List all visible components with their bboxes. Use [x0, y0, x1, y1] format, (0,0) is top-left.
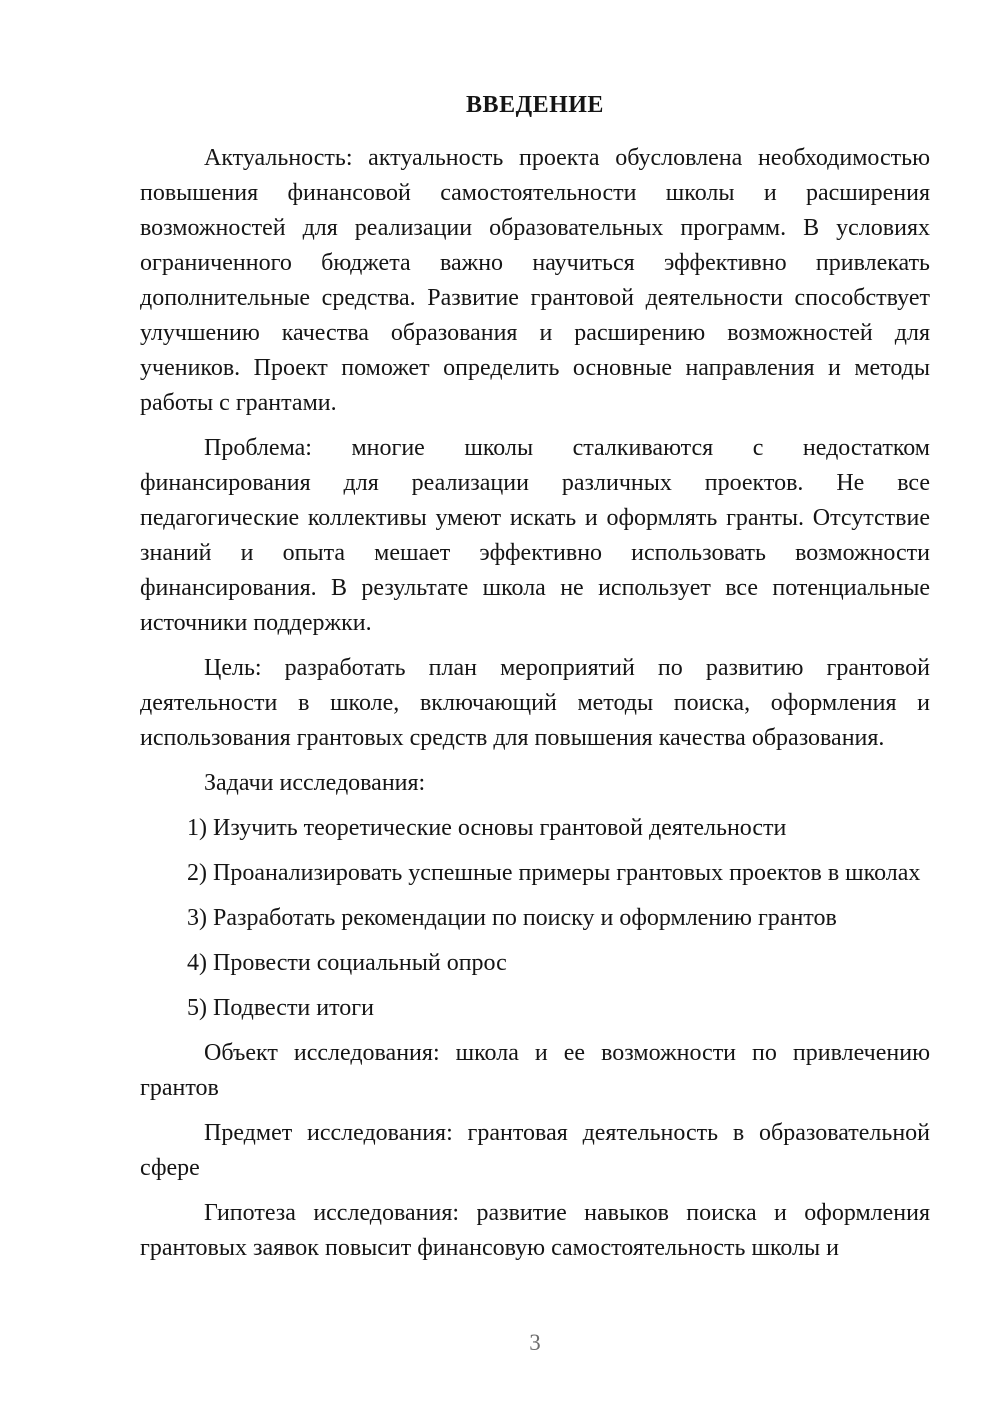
task-item-5: 5) Подвести итоги — [187, 995, 374, 1021]
paragraph-relevance: Актуальность: актуальность проекта обусловлена необходимостью повышения финансовой самостоятельности школы и расширения возможностей для реализации образовательных программ. В условиях ограниченного бюджета важно научиться эффективно привлекать дополнительные средства. Развитие грантовой деятельности способствует улучшению качества образования и расширению возможностей для учеников. Проект поможет определить основные направления и методы работы с грантами. — [140, 145, 930, 416]
task-item-2: 2) Проанализировать успешные примеры грантовых проектов в школах — [187, 860, 921, 886]
paragraph-problem: Проблема: многие школы сталкиваются с недостатком финансирования для реализации различных проектов. Не все педагогические коллективы умеют искать и оформлять гранты. Отсутствие знаний и опыта мешает эффективно использовать возможности финансирования. В результате школа не использует все потенциальные источники поддержки. — [140, 435, 930, 636]
paragraph-goal: Цель: разработать план мероприятий по развитию грантовой деятельности в школе, включающий методы поиска, оформления и использования грантовых средств для повышения качества образования. — [140, 655, 930, 751]
page-title: ВВЕДЕНИЕ — [466, 92, 604, 118]
paragraph-research-object: Объект исследования: школа и ее возможности по привлечению грантов — [140, 1040, 930, 1101]
paragraph-research-subject: Предмет исследования: грантовая деятельность в образовательной сфере — [140, 1120, 930, 1181]
paragraph-hypothesis: Гипотеза исследования: развитие навыков поиска и оформления грантовых заявок повысит финансовую самостоятельность школы и — [140, 1200, 930, 1261]
page-number: 3 — [529, 1330, 541, 1355]
task-item-3: 3) Разработать рекомендации по поиску и оформлению грантов — [187, 905, 837, 931]
tasks-heading: Задачи исследования: — [204, 770, 426, 796]
task-item-4: 4) Провести социальный опрос — [187, 950, 507, 976]
task-item-1: 1) Изучить теоретические основы грантовой деятельности — [187, 815, 787, 841]
